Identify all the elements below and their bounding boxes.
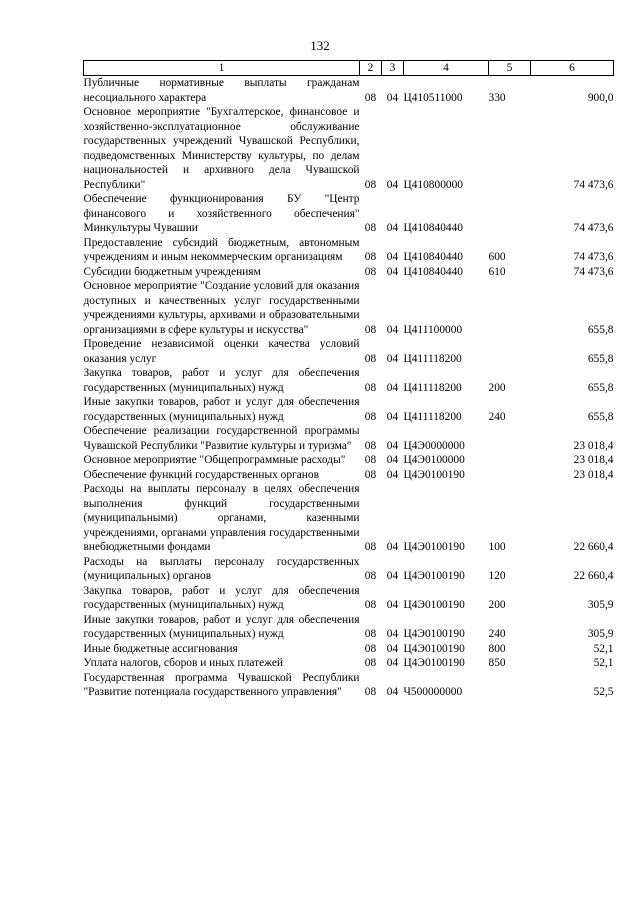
- row-description: Обеспечение реализации государственной программы Чувашской Республики "Развитие культуры и туризма": [83, 425, 360, 452]
- row-target-code: Ц4Э0100190: [403, 599, 465, 611]
- row-description: Проведение независимой оценки качества условий оказания услуг: [83, 338, 360, 365]
- row-target-code: Ц4Э0100190: [403, 541, 465, 553]
- row-amount: 655,8: [587, 323, 614, 336]
- budget-table: [83, 60, 614, 700]
- row-section: 08: [364, 251, 377, 263]
- row-section: 08: [364, 642, 377, 655]
- table-row: [84, 656, 614, 671]
- row-amount: 52,1: [593, 657, 614, 669]
- table-row: [84, 366, 614, 395]
- row-description: Публичные нормативные выплаты гражданам несоциального характера: [83, 77, 360, 104]
- row-subsection: 04: [386, 410, 399, 423]
- row-description: Государственная программа Чувашской Республики "Развитие потенциала государственного управления": [83, 671, 360, 698]
- row-subsection: 04: [386, 352, 399, 365]
- table-row: [84, 105, 614, 192]
- row-section: 08: [364, 541, 377, 553]
- row-description: Субсидии бюджетным учреждениям: [83, 265, 261, 278]
- table-row: [84, 584, 614, 613]
- row-subsection: 04: [386, 222, 399, 234]
- row-amount: 22 660,4: [573, 541, 614, 553]
- row-expense-type: [489, 279, 531, 337]
- row-expense-type: [489, 468, 531, 483]
- table-row: [84, 482, 614, 555]
- row-target-code: Ц410511000: [403, 91, 463, 104]
- table-row: [84, 236, 614, 265]
- row-expense-type: 200: [488, 599, 506, 611]
- table-row: [84, 642, 614, 657]
- row-section: 08: [364, 599, 377, 611]
- row-target-code: Ц4Э0000000: [403, 439, 465, 452]
- row-expense-type: 100: [488, 541, 506, 553]
- column-header: 6: [531, 61, 614, 76]
- row-target-code: Ц4Э0100190: [403, 628, 465, 640]
- row-target-code: Ц4Э0100190: [403, 642, 465, 655]
- row-subsection: 04: [386, 657, 399, 669]
- row-section: 08: [364, 454, 377, 466]
- row-expense-type: 600: [488, 251, 506, 263]
- row-target-code: Ц4Э0100190: [403, 570, 465, 582]
- row-expense-type: 330: [488, 91, 506, 104]
- row-description: Уплата налогов, сборов и иных платежей: [83, 657, 283, 669]
- row-amount: 74 473,6: [573, 222, 614, 234]
- row-subsection: 04: [386, 599, 399, 611]
- row-amount: 52,1: [593, 642, 614, 655]
- table-row: [84, 192, 614, 236]
- row-subsection: 04: [386, 265, 399, 278]
- row-subsection: 04: [386, 686, 399, 698]
- row-expense-type: 610: [488, 265, 506, 278]
- row-description: Закупка товаров, работ и услуг для обеспечения государственных (муниципальных) нужд: [83, 367, 360, 394]
- row-subsection: 04: [386, 251, 399, 263]
- column-header: 1: [84, 61, 360, 76]
- row-description: Обеспечение функционирования БУ "Центр финансового и хозяйственного обеспечения" Минкультуры Чувашии: [83, 193, 360, 234]
- row-expense-type: [489, 671, 531, 700]
- table-row: [84, 279, 614, 337]
- row-subsection: 04: [386, 381, 399, 394]
- column-header: 4: [404, 61, 489, 76]
- row-section: 08: [364, 222, 377, 234]
- row-section: 08: [364, 352, 377, 365]
- column-header: 2: [360, 61, 382, 76]
- table-row: [84, 555, 614, 584]
- row-target-code: Ц410800000: [403, 178, 463, 191]
- row-description: Предоставление субсидий бюджетным, автономным учреждениям и иным некоммерческим организациям: [83, 236, 360, 263]
- column-header: 3: [382, 61, 404, 76]
- row-section: 08: [364, 265, 377, 278]
- row-amount: 74 473,6: [573, 178, 614, 191]
- row-section: 08: [364, 323, 377, 336]
- row-section: 08: [364, 657, 377, 669]
- row-amount: 900,0: [587, 91, 614, 104]
- row-target-code: Ч500000000: [403, 686, 463, 698]
- row-section: 08: [364, 439, 377, 452]
- row-target-code: Ц411118200: [403, 352, 462, 365]
- row-amount: 23 018,4: [573, 454, 614, 466]
- row-subsection: 04: [386, 628, 399, 640]
- row-expense-type: 850: [488, 657, 506, 669]
- row-expense-type: [489, 453, 531, 468]
- row-description: Иные закупки товаров, работ и услуг для обеспечения государственных (муниципальных) нужд: [83, 396, 360, 423]
- table-header-row: [84, 61, 614, 76]
- row-subsection: 04: [386, 178, 399, 191]
- row-subsection: 04: [386, 91, 399, 104]
- row-expense-type: 120: [488, 570, 506, 582]
- row-expense-type: [489, 192, 531, 236]
- row-section: 08: [364, 686, 377, 698]
- row-target-code: Ц410840440: [403, 251, 463, 263]
- row-amount: 23 018,4: [573, 468, 614, 481]
- table-row: [84, 265, 614, 280]
- row-subsection: 04: [386, 454, 399, 466]
- row-section: 08: [364, 628, 377, 640]
- row-target-code: Ц410840440: [403, 265, 463, 278]
- table-row: [84, 337, 614, 366]
- table-row: [84, 395, 614, 424]
- row-description: Иные бюджетные ассигнования: [83, 642, 238, 655]
- column-header: 5: [489, 61, 531, 76]
- row-section: 08: [364, 468, 377, 481]
- row-subsection: 04: [386, 642, 399, 655]
- row-amount: 305,9: [587, 599, 614, 611]
- table-row: [84, 453, 614, 468]
- row-section: 08: [364, 91, 377, 104]
- row-target-code: Ц4Э0100000: [403, 454, 465, 466]
- row-amount: 655,8: [587, 381, 614, 394]
- row-expense-type: 200: [488, 381, 506, 394]
- table-row: [84, 424, 614, 453]
- row-subsection: 04: [386, 541, 399, 553]
- row-section: 08: [364, 570, 377, 582]
- row-section: 08: [364, 410, 377, 423]
- row-target-code: Ц411100000: [403, 323, 463, 336]
- row-description: Расходы на выплаты персоналу в целях обеспечения выполнения функций государственными (муниципальными) органами, казенными учреждениями, органами управления государственными внебюджетными фондами: [83, 483, 360, 553]
- row-target-code: Ц411118200: [403, 381, 462, 394]
- row-expense-type: [489, 424, 531, 453]
- row-subsection: 04: [386, 439, 399, 452]
- row-amount: 52,5: [593, 686, 614, 698]
- row-description: Расходы на выплаты персоналу государственных (муниципальных) органов: [83, 555, 360, 582]
- row-section: 08: [364, 381, 377, 394]
- table-row: [84, 671, 614, 700]
- row-description: Основное мероприятие "Создание условий для оказания доступных и качественных услуг государственными учреждениями культуры, архивами и образовательными организациями в сфере культуры и искусства": [83, 280, 360, 336]
- row-expense-type: [489, 337, 531, 366]
- row-section: 08: [364, 178, 377, 191]
- row-subsection: 04: [386, 468, 399, 481]
- row-amount: 23 018,4: [573, 439, 614, 452]
- row-expense-type: 800: [488, 642, 506, 655]
- row-amount: 655,8: [587, 352, 614, 365]
- row-target-code: Ц4Э0100190: [403, 468, 465, 481]
- row-target-code: Ц411118200: [403, 410, 462, 423]
- table-row: [84, 468, 614, 483]
- row-amount: 74 473,6: [573, 251, 614, 263]
- row-target-code: Ц4Э0100190: [403, 657, 465, 669]
- row-expense-type: [489, 105, 531, 192]
- row-description: Основное мероприятие "Общепрограммные расходы": [83, 454, 346, 466]
- table-row: [84, 613, 614, 642]
- row-subsection: 04: [386, 570, 399, 582]
- page-number: 132: [310, 38, 330, 53]
- row-description: Основное мероприятие "Бухгалтерское, финансовое и хозяйственно-эксплуатационное обслуживание государственных учреждений Чувашской Республики, подведомственных Министерству культуры, по делам национальностей и архивного дела Чувашской Республики": [83, 106, 360, 191]
- row-description: Закупка товаров, работ и услуг для обеспечения государственных (муниципальных) нужд: [83, 584, 360, 611]
- table-row: [84, 76, 614, 106]
- row-expense-type: 240: [488, 628, 506, 640]
- row-amount: 305,9: [587, 628, 614, 640]
- row-amount: 74 473,6: [573, 265, 614, 278]
- row-target-code: Ц410840440: [403, 222, 463, 234]
- row-description: Иные закупки товаров, работ и услуг для обеспечения государственных (муниципальных) нужд: [83, 613, 360, 640]
- row-amount: 22 660,4: [573, 570, 614, 582]
- row-expense-type: 240: [488, 410, 506, 423]
- row-subsection: 04: [386, 323, 399, 336]
- row-amount: 655,8: [587, 410, 614, 423]
- row-description: Обеспечение функций государственных органов: [83, 468, 319, 481]
